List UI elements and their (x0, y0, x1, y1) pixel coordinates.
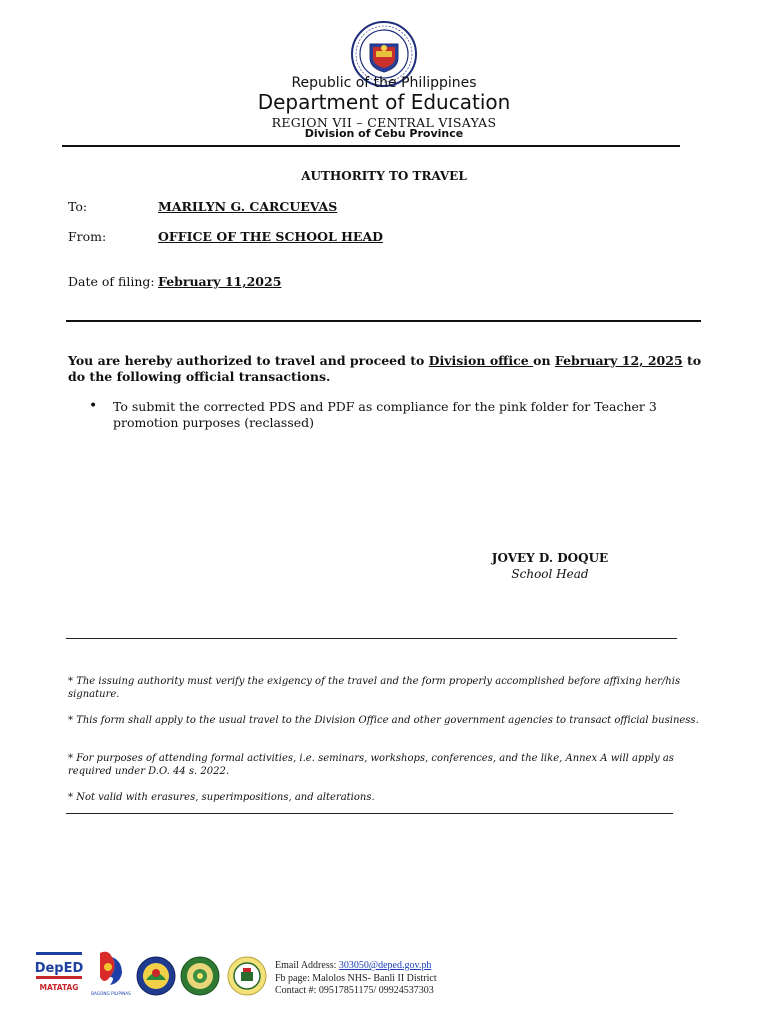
notes-bottom-divider (66, 813, 673, 814)
note-text: For purposes of attending formal activities, i.e. seminars, workshops, conferences, and the like, Annex A will apply as required under D.O. 44 s. 2022. (68, 753, 674, 777)
email-label: Email Address: (275, 960, 339, 971)
auth-destination: Division office (428, 353, 534, 368)
document-title: AUTHORITY TO TRAVEL (301, 169, 467, 183)
auth-text-2: on (533, 353, 555, 368)
district-seal-icon (180, 956, 220, 996)
deped-matatag-logo (36, 948, 82, 998)
to-value: MARILYN G. CARCUEVAS (158, 199, 338, 214)
email-link[interactable]: 303050@deped.gov.ph (338, 960, 432, 971)
email-line (275, 960, 437, 973)
bagong-logo-text: BAGONG PILIPINAS (91, 991, 131, 996)
footer-contacts (275, 960, 437, 998)
to-label: To: (68, 199, 88, 214)
signatory-name: JOVEY D. DOQUE (491, 551, 609, 565)
notes-top-divider (66, 638, 677, 639)
department-title: Department of Education (257, 90, 511, 114)
filing-date-label: Date of filing: (68, 274, 155, 289)
contact-number-line: Contact #: 09517851175/ 09924537303 (275, 985, 434, 996)
from-value: OFFICE OF THE SCHOOL HEAD (158, 229, 383, 244)
republic-text: Republic of the Philippines (291, 75, 477, 91)
region-text: REGION VII – CENTRAL VISAYAS (271, 115, 497, 130)
note-text: This form shall apply to the usual travel to the Division Office and other government agencies to transact official business. (76, 715, 699, 726)
fb-page-line: Fb page: Malolos NHS- Banli II District (275, 972, 437, 984)
note-item: * For purposes of attending formal activities, i.e. seminars, workshops, conferences, and the like, Annex A will apply as required under D.O. 44 s. 2022. (68, 753, 674, 777)
from-label: From: (68, 229, 107, 244)
auth-text-1: You are hereby authorized to travel and proceed to (68, 353, 429, 368)
note-item: * The issuing authority must verify the exigency of the travel and the form properly accomplished before affixing her/his signature. (68, 676, 681, 700)
section-divider (66, 320, 701, 322)
division-text: Division of Cebu Province (304, 127, 464, 140)
deped-logo-text: DepED (34, 961, 84, 976)
bullet-icon: • (89, 398, 98, 414)
division-seal-icon (227, 956, 267, 996)
header-divider (62, 145, 680, 147)
note-item: * Not valid with erasures, superimpositions, and alterations. (68, 792, 375, 803)
matatag-logo-text: MATATAG (39, 983, 79, 992)
auth-text-3: to do the following official transactions. (68, 353, 702, 384)
transaction-item: To submit the corrected PDS and PDF as compliance for the pink folder for Teacher 3 promotion purposes (reclassed) (113, 399, 657, 430)
note-item: * This form shall apply to the usual travel to the Division Office and other government agencies to transact official business. (68, 715, 699, 726)
filing-date-value: February 11,2025 (158, 274, 282, 289)
note-text: Not valid with erasures, superimpositions, and alterations. (76, 792, 375, 803)
bagong-pilipinas-logo (91, 947, 131, 999)
school-seal-icon (136, 956, 176, 996)
authorization-paragraph (68, 353, 708, 385)
auth-travel-date: February 12, 2025 (554, 353, 683, 368)
note-text: The issuing authority must verify the exigency of the travel and the form properly accomplished before affixing her/his signature. (68, 676, 681, 700)
signatory-position: School Head (511, 567, 589, 581)
